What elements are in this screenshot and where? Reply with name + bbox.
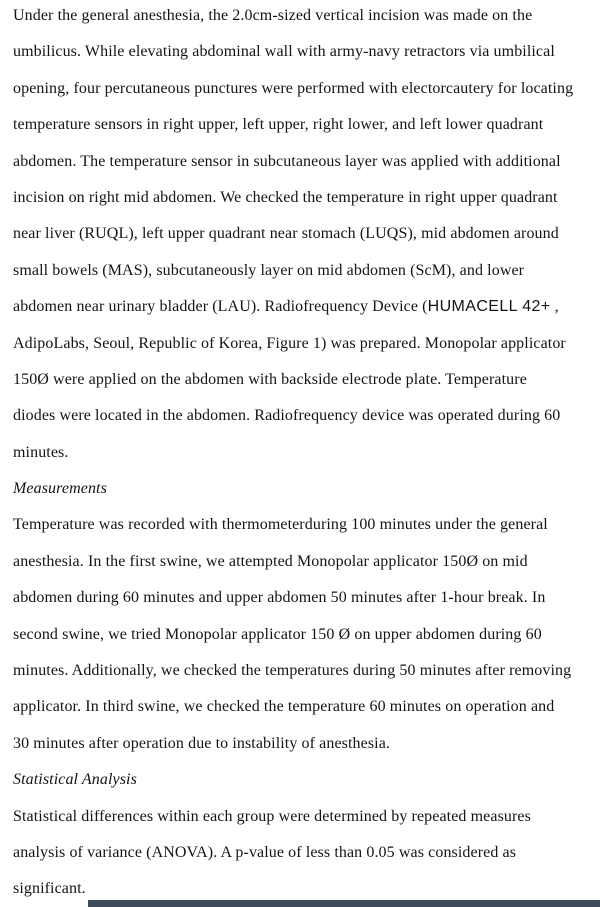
section-heading: Measurements bbox=[13, 480, 107, 498]
text-line: near liver (RUQL), left upper quadrant near stomach (LUQS), mid abdomen around bbox=[13, 225, 559, 243]
text-line bbox=[13, 289, 592, 325]
document-text bbox=[13, 0, 592, 907]
section-heading: Statistical Analysis bbox=[13, 771, 137, 789]
text-line: 30 minutes after operation due to instability of anesthesia. bbox=[13, 734, 391, 752]
text-line: significant. bbox=[13, 880, 86, 898]
text-line: umbilicus. While elevating abdominal wall with army-navy retractors via umbilical bbox=[13, 43, 555, 61]
text-line: minutes. Additionally, we checked the temperatures during 50 minutes after removing bbox=[13, 662, 572, 680]
text-line: Statistical differences within each group were determined by repeated measures bbox=[13, 807, 531, 825]
text-line: minutes. bbox=[13, 443, 69, 461]
text-segment: abdomen near urinary bladder (LAU). Radiofrequency Device ( bbox=[13, 298, 428, 316]
text-line: anesthesia. In the first swine, we attempted Monopolar applicator 150Ø on mid bbox=[13, 552, 528, 570]
text-line: Temperature was recorded with thermometerduring 100 minutes under the general bbox=[13, 516, 548, 534]
text-segment: , bbox=[550, 298, 559, 316]
text-line: Under the general anesthesia, the 2.0cm-sized vertical incision was made on the bbox=[13, 7, 533, 24]
text-line: diodes were located in the abdomen. Radiofrequency device was operated during 60 bbox=[13, 407, 561, 425]
text-line: small bowels (MAS), subcutaneously layer on mid abdomen (ScM), and lower bbox=[13, 261, 525, 279]
text-line: incision on right mid abdomen. We checked the temperature in right upper quadrant bbox=[13, 188, 558, 206]
text-line: temperature sensors in right upper, left upper, right lower, and left lower quadrant bbox=[13, 116, 544, 134]
text-line: second swine, we tried Monopolar applicator 150 Ø on upper abdomen during 60 bbox=[13, 625, 542, 643]
text-line: opening, four percutaneous punctures were performed with electorcautery for locating bbox=[13, 79, 574, 97]
text-line: AdipoLabs, Seoul, Republic of Korea, Figure 1) was prepared. Monopolar applicator bbox=[13, 334, 566, 352]
text-line: 150Ø were applied on the abdomen with backside electrode plate. Temperature bbox=[13, 370, 527, 388]
text-line: applicator. In third swine, we checked the temperature 60 minutes on operation and bbox=[13, 698, 555, 716]
bottom-edge-bar bbox=[88, 900, 600, 907]
device-name-text: HUMACELL 42+ bbox=[427, 298, 551, 316]
text-line: abdomen. The temperature sensor in subcutaneous layer was applied with additional bbox=[13, 152, 561, 170]
text-line: analysis of variance (ANOVA). A p-value of less than 0.05 was considered as bbox=[13, 843, 517, 861]
text-line: abdomen during 60 minutes and upper abdomen 50 minutes after 1-hour break. In bbox=[13, 589, 546, 607]
